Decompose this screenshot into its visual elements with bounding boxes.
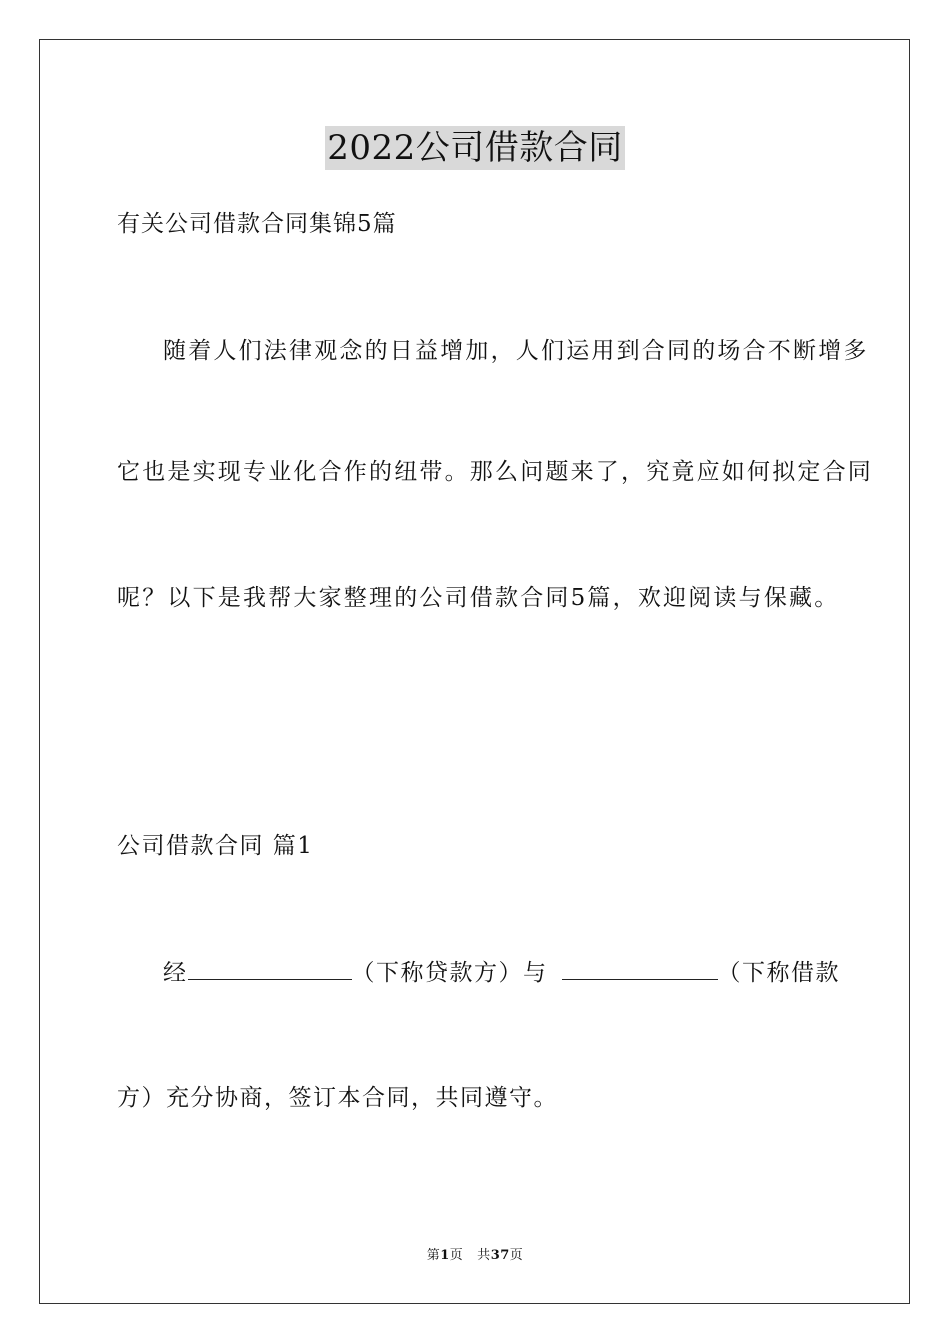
intro-line-1: 随着人们法律观念的日益增加，人们运用到合同的场合不断增多	[163, 338, 869, 364]
lender-label: （下称贷款方）与	[351, 960, 548, 986]
clause-line-2: 方）充分协商，签订本合同，共同遵守。	[117, 1085, 558, 1111]
borrower-label: （下称借款	[717, 960, 840, 986]
clause-line-1	[163, 957, 840, 988]
footer-page-number: 1	[440, 1248, 450, 1263]
lender-name-blank[interactable]	[188, 957, 352, 980]
footer-total-suffix: 页	[509, 1248, 524, 1263]
section-heading: 公司借款合同 篇1	[117, 833, 314, 859]
intro-line-2: 它也是实现专业化合作的纽带。那么问题来了，究竟应如何拟定合同	[117, 459, 873, 485]
footer-total-prefix: 共	[477, 1248, 491, 1263]
clause-prefix: 经	[163, 960, 188, 986]
document-title: 2022公司借款合同	[327, 128, 623, 168]
footer-page-prefix: 第	[426, 1248, 441, 1263]
title-container	[0, 126, 950, 170]
document-subtitle: 有关公司借款合同集锦5篇	[117, 211, 397, 237]
borrower-name-blank[interactable]	[562, 957, 718, 980]
intro-line-3: 呢？以下是我帮大家整理的公司借款合同5篇，欢迎阅读与保藏。	[117, 585, 840, 611]
footer-page-suffix: 页	[449, 1248, 464, 1263]
page-footer	[0, 1247, 950, 1265]
footer-total-pages: 37	[490, 1248, 510, 1263]
